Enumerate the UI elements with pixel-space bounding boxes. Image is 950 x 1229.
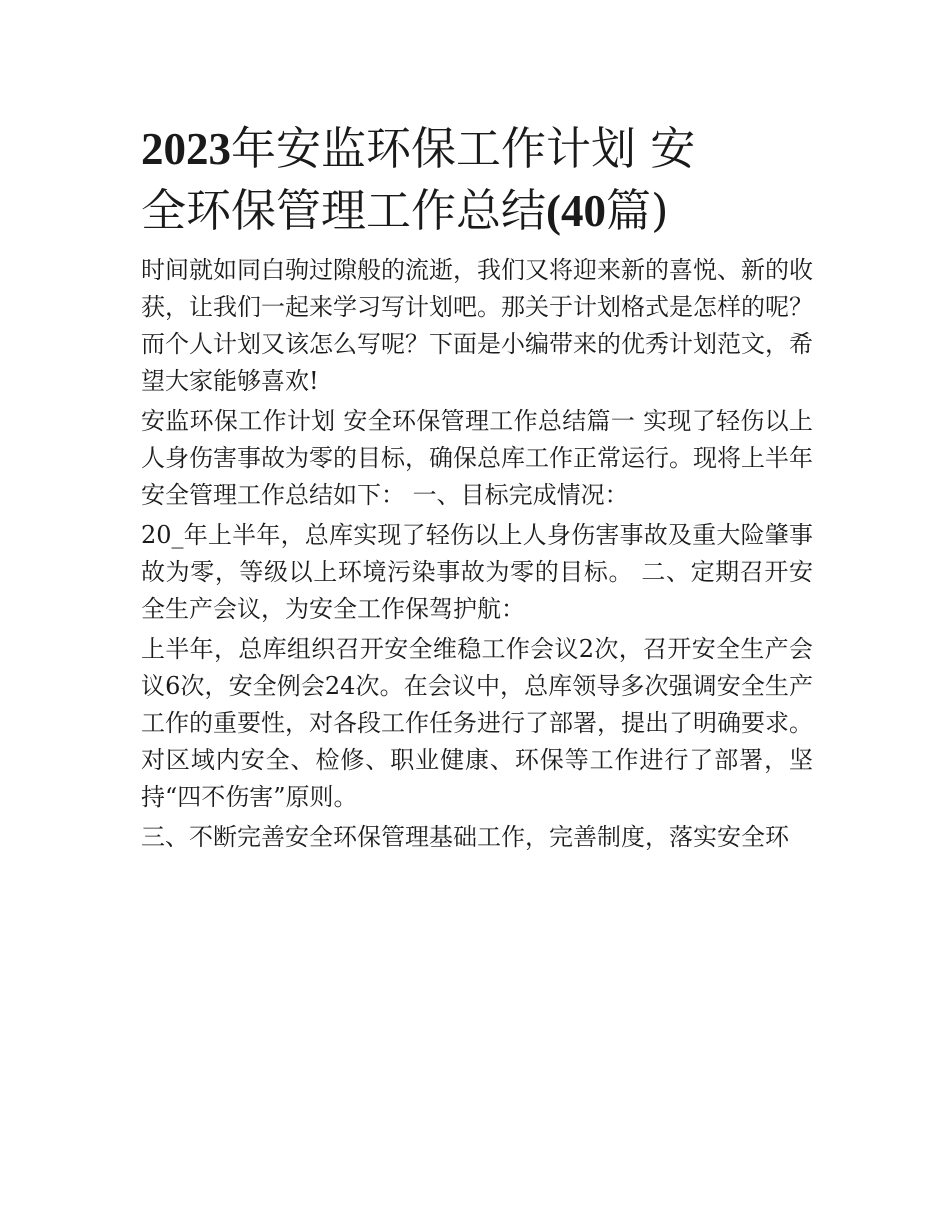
document-body xyxy=(141,118,813,856)
paragraph-section-3: 三、不断完善安全环保管理基础工作，完善制度，落实安全环 xyxy=(141,823,789,851)
paragraph-meetings: 上半年，总库组织召开安全维稳工作会议2次，召开安全生产会议6次，安全例会24次。在会议中，总库领导多次强调安全生产工作的重要性，对各段工作任务进行了部署，提出了明确要求。对区域内安全、检修、职业健康、环保等工作进行了部署，坚持“四不伤害”原则。 xyxy=(141,635,813,811)
document-title xyxy=(141,118,813,242)
title-line2-end: 篇) xyxy=(606,184,669,237)
title-line1-text: 年安监环保工作计划 安 xyxy=(231,122,696,175)
title-line2-text: 全环保管理工作总结 xyxy=(141,184,547,237)
paragraph-section-1: 安监环保工作计划 安全环保管理工作总结篇一 实现了轻伤以上人身伤害事故为零的目标，确保总库工作正常运行。现将上半年安全管理工作总结如下： 一、目标完成情况： xyxy=(141,407,813,509)
paragraph-goal-result: 20_年上半年，总库实现了轻伤以上人身伤害事故及重大险肇事故为零，等级以上环境污染事故为零的目标。 二、定期召开安全生产会议，为安全工作保驾护航： xyxy=(141,521,813,623)
paragraph-intro: 时间就如同白驹过隙般的流逝，我们又将迎来新的喜悦、新的收获，让我们一起来学习写计划吧。那关于计划格式是怎样的呢？而个人计划又该怎么写呢？下面是小编带来的优秀计划范文，希望大家能够喜欢! xyxy=(141,256,813,395)
title-year: 2023 xyxy=(141,124,231,174)
title-count: (40 xyxy=(546,186,607,236)
